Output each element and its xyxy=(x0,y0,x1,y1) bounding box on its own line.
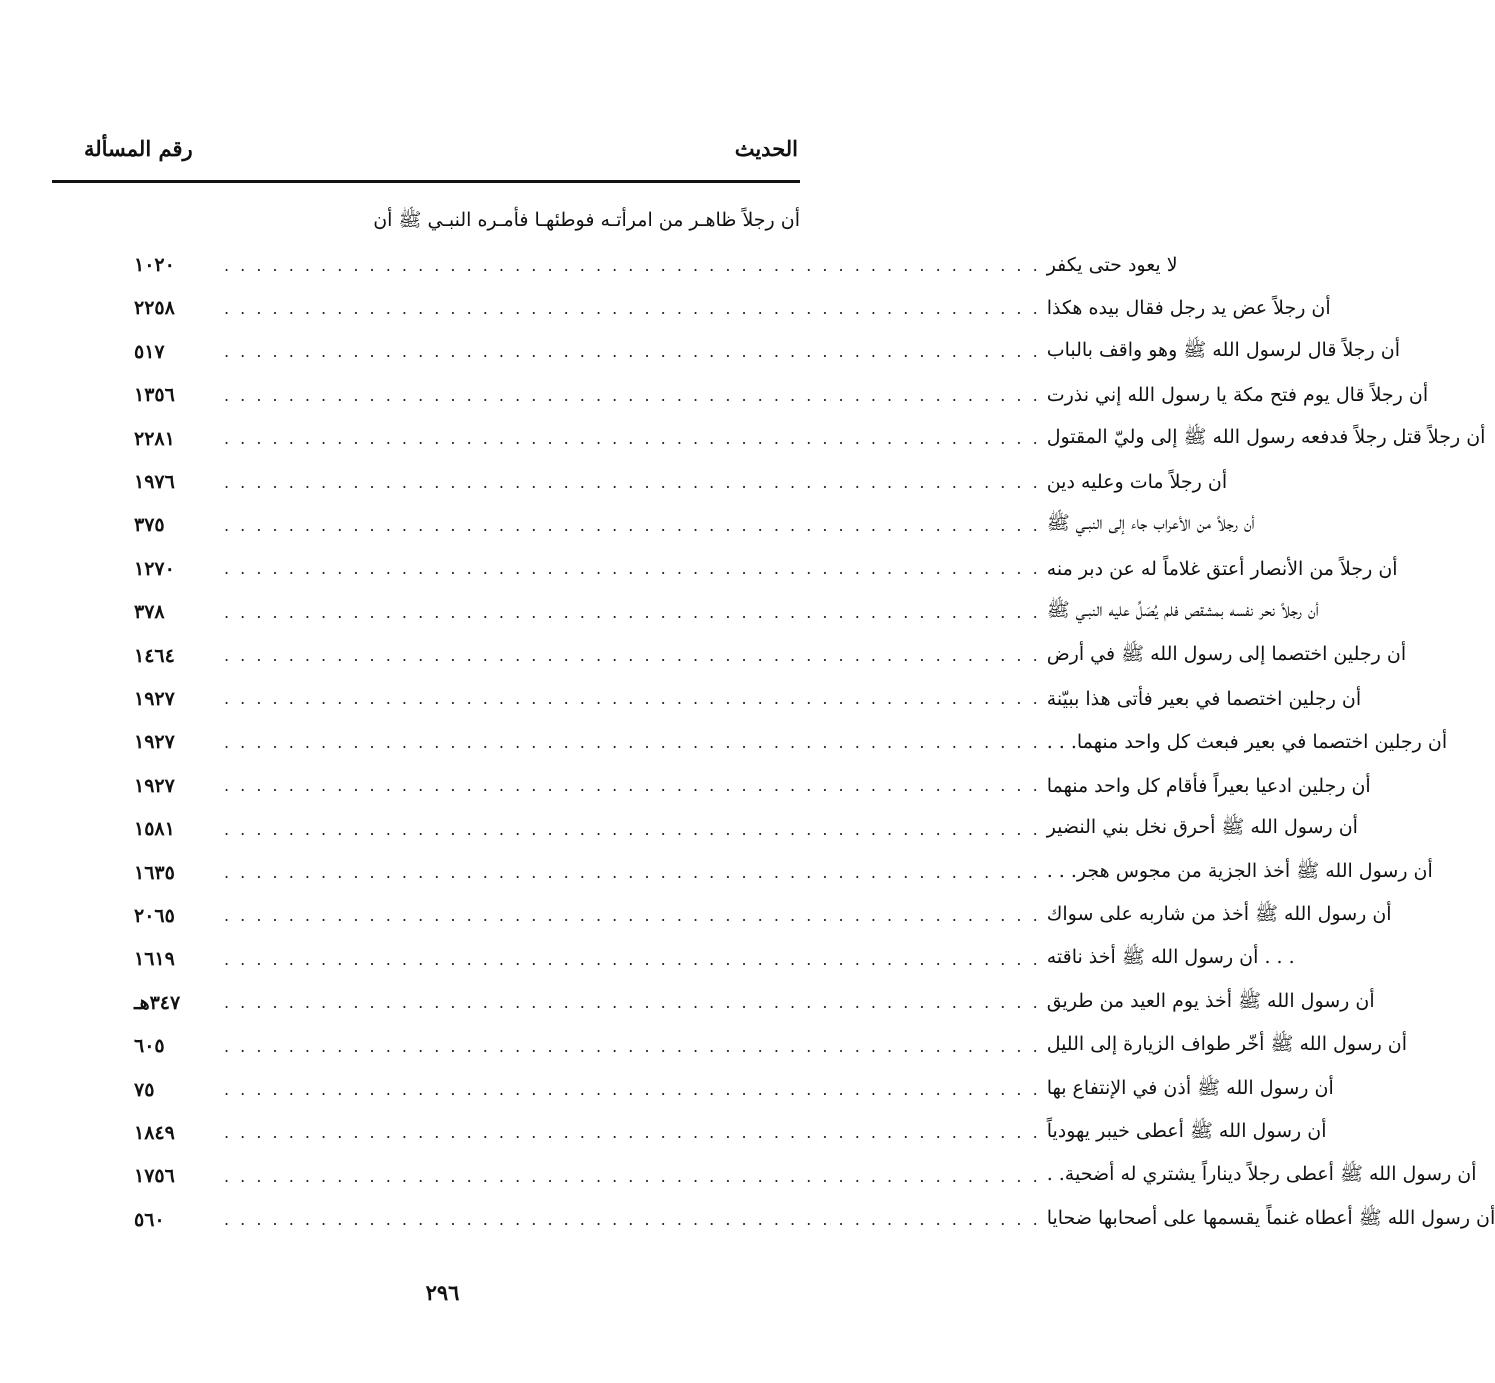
leader-dots: . . . . . . . . . . . . . . . . . . . . . . . . . . . . . . . . . . . . . . . . . . . . . . . . . . . xyxy=(224,776,1041,796)
entry-number: ١٣٥٦ xyxy=(134,384,175,407)
index-entry xyxy=(84,1111,1327,1154)
index-entry xyxy=(84,460,1228,503)
index-entry xyxy=(84,851,1433,894)
index-entry xyxy=(84,504,1255,547)
entry-number: ١٩٢٧ xyxy=(134,774,175,797)
index-entry xyxy=(84,981,1375,1024)
index-entry xyxy=(84,807,1358,850)
entry-text: أن رجلين اختصما إلى رسول الله ﷺ في أرض xyxy=(1046,642,1407,665)
entry-number: ٧٥ xyxy=(134,1078,155,1101)
column-headers xyxy=(84,128,798,168)
entry-number: ٢٢٥٨ xyxy=(134,297,175,320)
entry-text: أن رجلاً عض يد رجل فقال بيده هكذا xyxy=(1046,297,1331,320)
index-entry xyxy=(84,243,1178,286)
entry-text: أن رسول الله ﷺ أخّر طواف الزيارة إلى الليل xyxy=(1046,1033,1408,1056)
leader-dots: . . . . . . . . . . . . . . . . . . . . . . . . . . . . . . . . . . . . . . . . . . . . . . . . . . . xyxy=(224,993,1041,1013)
index-entry xyxy=(84,591,1319,634)
entry-number: ٣٧٨ xyxy=(134,601,165,624)
entry-number: ١٠٢٠ xyxy=(134,254,175,277)
entry-number: ١٥٨١ xyxy=(134,818,175,841)
entry-text: أن رجلاً مات وعليه دين xyxy=(1046,471,1228,494)
entry-number: ٣٤٧هـ xyxy=(134,991,181,1014)
leader-dots: . . . . . . . . . . . . . . . . . . . . . . . . . . . . . . . . . . . . . . . . . . . . . . . . . . . xyxy=(224,298,1041,318)
leader-dots: . . . . . . . . . . . . . . . . . . . . . . . . . . . . . . . . . . . . . . . . . . . . . . . . . . . xyxy=(224,819,1041,839)
leader-dots: . . . . . . . . . . . . . . . . . . . . . . . . . . . . . . . . . . . . . . . . . . . . . . . . . . . xyxy=(224,1080,1041,1099)
entry-number: ٦٠٥ xyxy=(134,1035,165,1058)
leader-dots: . . . . . . . . . . . . . . . . . . . . . . . . . . . . . . . . . . . . . . . . . . . . . . . . . . . xyxy=(224,1123,1041,1143)
entry-text: أن رسول الله ﷺ أحرق نخل بني النضير xyxy=(1046,816,1358,839)
index-entry xyxy=(84,764,1371,807)
index-entry xyxy=(84,200,800,243)
entry-number: ٣٧٥ xyxy=(134,514,165,537)
index-entry xyxy=(84,938,1295,981)
entry-number: ١٢٧٠ xyxy=(134,557,175,580)
entry-text: أن رجلين اختصما في بعير فبعث كل واحد منهما. . . xyxy=(1046,731,1448,754)
entry-text: أن رسول الله ﷺ أخذ من شاربه على سواك xyxy=(1046,902,1392,925)
index-entry xyxy=(84,417,1486,460)
entry-number: ٥١٧ xyxy=(134,340,165,363)
entry-text: . . . أن رسول الله ﷺ أخذ ناقته xyxy=(1046,946,1295,969)
entry-text: أن رسول الله ﷺ أعطى رجلاً ديناراً يشتري له أضحية. . xyxy=(1046,1163,1477,1186)
entry-text: أن رجلاً قال يوم فتح مكة يا رسول الله إني نذرت xyxy=(1046,384,1429,407)
entry-number: ٢٢٨١ xyxy=(134,427,175,450)
entry-number: ١٦١٩ xyxy=(134,948,175,971)
entry-text: أن رجلاً من الأعراب جاء إلى النبـي ﷺ xyxy=(1046,512,1255,535)
index-entry xyxy=(84,547,1398,590)
leader-dots: . . . . . . . . . . . . . . . . . . . . . . . . . . . . . . . . . . . . . . . . . . . . . . . . . . . xyxy=(224,689,1041,709)
leader-dots: . . . . . . . . . . . . . . . . . . . . . . . . . . . . . . . . . . . . . . . . . . . . . . . . . . . xyxy=(224,1036,1041,1056)
entry-text: أن رجلاً من الأنصار أعتق غلاماً له عن دبر منه xyxy=(1046,557,1398,580)
leader-dots: . . . . . . . . . . . . . . . . . . . . . . . . . . . . . . . . . . . . . . . . . . . . . . . . . . . xyxy=(224,949,1041,969)
entry-text: أن رجلاً ظاهـر من امرأتـه فوطئهـا فأمـره النبـي ﷺ أن xyxy=(373,208,800,231)
entry-text: لا يعود حتى يكفر xyxy=(1046,254,1178,277)
issue-number-column-title: رقم المسألة xyxy=(84,135,193,161)
leader-dots: . . . . . . . . . . . . . . . . . . . . . . . . . . . . . . . . . . . . . . . . . . . . . . . . . . . xyxy=(224,1210,1041,1230)
entry-number: ١٩٢٧ xyxy=(134,731,175,754)
entry-text: أن رسول الله ﷺ أخذ الجزية من مجوس هجر. . . xyxy=(1046,859,1433,882)
index-entry xyxy=(84,1068,1334,1111)
leader-dots: . . . . . . . . . . . . . . . . . . . . . . . . . . . . . . . . . . . . . . . . . . . . . . . . . . . xyxy=(224,906,1041,926)
entry-text: أن رجلين اختصما في بعير فأتى هذا ببيّنة xyxy=(1046,687,1362,710)
leader-dots: . . . . . . . . . . . . . . . . . . . . . . . . . . . . . . . . . . . . . . . . . . . . . . . . . . . xyxy=(224,385,1041,405)
leader-dots: . . . . . . . . . . . . . . . . . . . . . . . . . . . . . . . . . . . . . . . . . . . . . . . . . . . xyxy=(224,472,1041,492)
entry-number: ١٩٢٧ xyxy=(134,687,175,710)
leader-dots: . . . . . . . . . . . . . . . . . . . . . . . . . . . . . . . . . . . . . . . . . . . . . . . . . . . xyxy=(224,515,1041,535)
entry-text: أن رسول الله ﷺ أذن في الإنتفاع بها xyxy=(1046,1076,1334,1099)
index-entry xyxy=(84,634,1407,677)
index-entry xyxy=(84,287,1331,330)
leader-dots: . . . . . . . . . . . . . . . . . . . . . . . . . . . . . . . . . . . . . . . . . . . . . . . . . . . xyxy=(224,863,1041,883)
entry-text: أن رجلاً نحر نفسه بمشقص فلم يُصَلِّ عليه النبـي ﷺ xyxy=(1046,599,1319,622)
index-entry xyxy=(84,330,1400,373)
leader-dots: . . . . . . . . . . . . . . . . . . . . . . . . . . . . . . . . . . . . . . . . . . . . . . . . . . . xyxy=(224,255,1041,275)
entry-text: أن رسول الله ﷺ أعطى خيبر يهودياً xyxy=(1046,1119,1327,1142)
leader-dots: . . . . . . . . . . . . . . . . . . . . . . . . . . . . . . . . . . . . . . . . . . . . . . . . . . . xyxy=(224,429,1041,449)
index-entry xyxy=(84,894,1392,937)
index-entry xyxy=(84,1024,1408,1067)
leader-dots: . . . . . . . . . . . . . . . . . . . . . . . . . . . . . . . . . . . . . . . . . . . . . . . . . . . xyxy=(224,602,1041,622)
entry-number: ١٤٦٤ xyxy=(134,644,175,667)
entry-number: ١٦٣٥ xyxy=(134,861,175,884)
index-entry xyxy=(84,677,1362,720)
hadith-column-title: الحديث xyxy=(734,135,798,161)
entry-number: ١٨٤٩ xyxy=(134,1121,175,1144)
entry-text: أن رجلين ادعيا بعيراً فأقام كل واحد منهما xyxy=(1046,774,1371,797)
leader-dots: . . . . . . . . . . . . . . . . . . . . . . . . . . . . . . . . . . . . . . . . . . . . . . . . . . . xyxy=(224,559,1041,579)
entry-number: ١٩٧٦ xyxy=(134,471,175,494)
leader-dots: . . . . . . . . . . . . . . . . . . . . . . . . . . . . . . . . . . . . . . . . . . . . . . . . . . . xyxy=(224,646,1041,666)
entry-number: ٢٠٦٥ xyxy=(134,904,175,927)
leader-dots: . . . . . . . . . . . . . . . . . . . . . . . . . . . . . . . . . . . . . . . . . . . . . . . . . . . xyxy=(224,342,1041,362)
entry-text: أن رجلاً قال لرسول الله ﷺ وهو واقف بالباب xyxy=(1046,338,1400,361)
index-entry xyxy=(84,1198,1495,1241)
index-list xyxy=(84,200,1495,1241)
header-divider xyxy=(52,180,800,183)
entry-text: أن رسول الله ﷺ أخذ يوم العيد من طريق xyxy=(1046,989,1375,1012)
index-entry xyxy=(84,374,1429,417)
leader-dots: . . . . . . . . . . . . . . . . . . . . . . . . . . . . . . . . . . . . . . . . . . . . . . . . . . . xyxy=(224,1166,1041,1186)
entry-text: أن رسول الله ﷺ أعطاه غنماً يقسمها على أصحابها ضحايا xyxy=(1046,1206,1495,1229)
entry-text: أن رجلاً قتل رجلاً فدفعه رسول الله ﷺ إلى وليّ المقتول xyxy=(1046,425,1486,448)
leader-dots: . . . . . . . . . . . . . . . . . . . . . . . . . . . . . . . . . . . . . . . . . . . . . . . . . . . xyxy=(224,732,1041,752)
index-entry xyxy=(84,1155,1477,1198)
index-entry xyxy=(84,721,1448,764)
entry-number: ٥٦٠ xyxy=(134,1208,165,1231)
page-number: ٢٩٦ xyxy=(425,1280,460,1305)
entry-number: ١٧٥٦ xyxy=(134,1165,175,1188)
